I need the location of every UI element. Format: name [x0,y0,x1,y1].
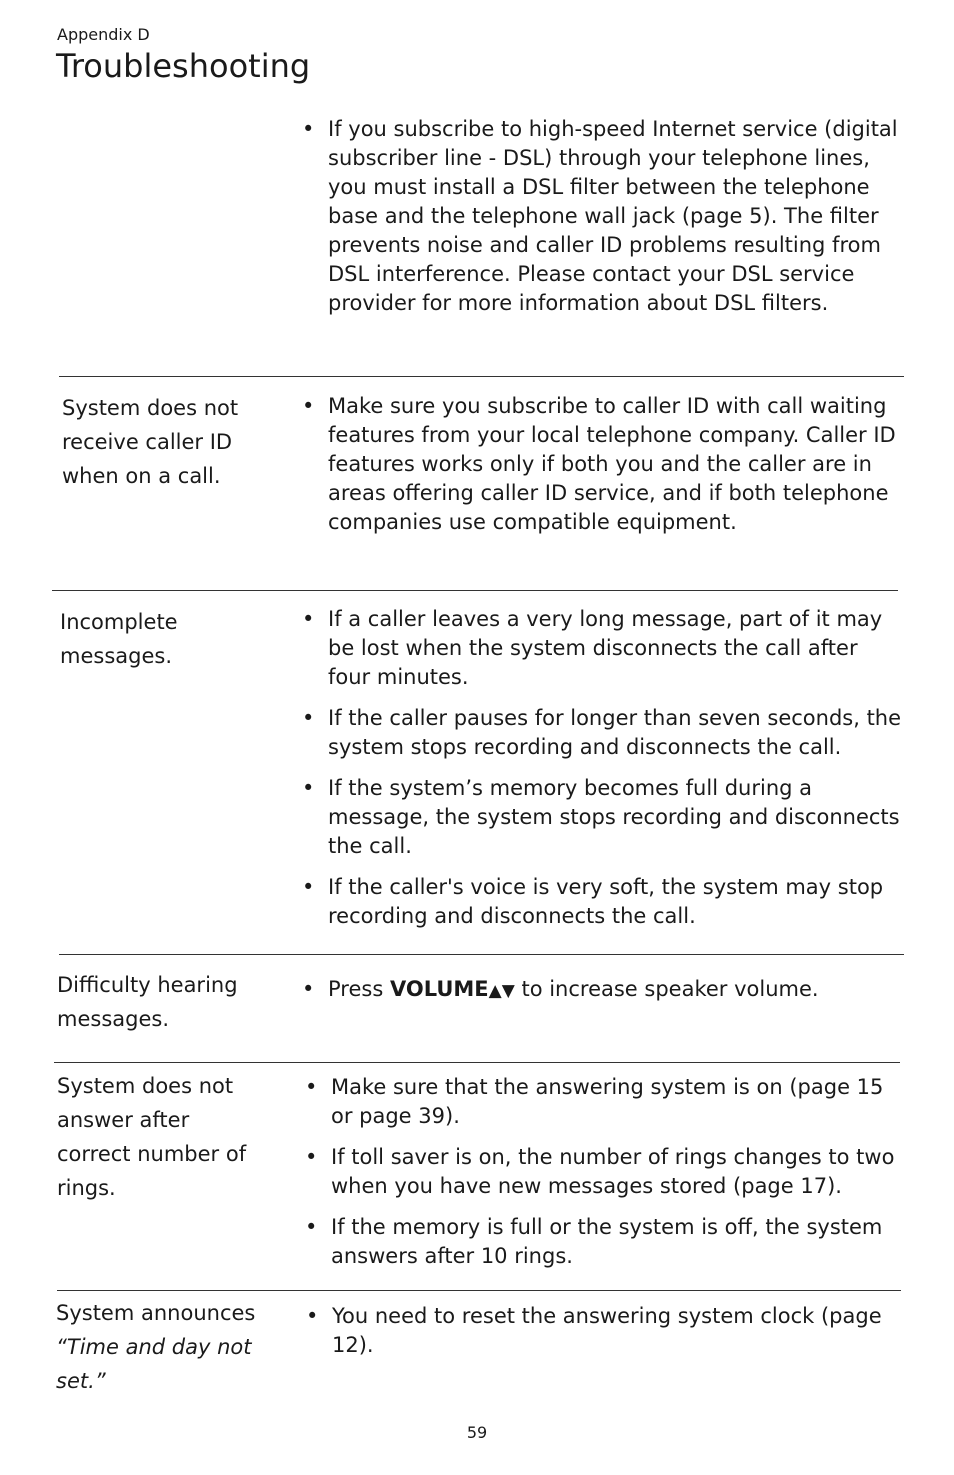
problem-time-day-not-set [56,1296,271,1398]
row-divider [52,590,898,591]
solution-item: • Make sure that the answering system is on (page 15 or page 39). [303,1073,903,1131]
solution-item: • If you subscribe to high-speed Internet service (digital subscriber line - DSL) through your telephone lines, you must install a DSL filter between the telephone base and the telephone wall jack (page 5). The filter prevents noise and caller ID problems resulting from DSL interference. Please contact your DSL service provider for more information about DSL filters. [300,115,900,318]
row-divider [57,1290,901,1291]
page-number: 59 [466,1423,488,1442]
solution-item: • You need to reset the answering system clock (page 12). [304,1302,904,1360]
solution-list [300,115,900,330]
solution-list [304,1302,904,1372]
appendix-label: Appendix D [57,25,150,44]
row-divider [54,1062,900,1063]
solution-item [300,975,900,1006]
row-divider [59,376,904,377]
solution-item: • If the memory is full or the system is off, the system answers after 10 rings. [303,1213,903,1271]
problem-answer-rings: System does not answer after correct number of rings. [57,1074,247,1200]
solution-item: • If the caller's voice is very soft, the system may stop recording and disconnects the call. [300,873,905,931]
problem-difficulty-hearing: Difficulty hearing messages. [57,973,238,1031]
solution-item: • If the system’s memory becomes full during a message, the system stops recording and disconnects the call. [300,774,905,861]
solution-text-suffix: to increase speaker volume. [514,977,819,1001]
solution-item: • If the caller pauses for longer than seven seconds, the system stops recording and disconnects the call. [300,704,905,762]
solution-text-prefix: Press [328,977,390,1001]
solution-item: • If toll saver is on, the number of rings changes to two when you have new messages stored (page 17). [303,1143,903,1201]
page-title: Troubleshooting [56,47,311,85]
solution-list [300,975,900,1018]
problem-caller-id-on-call: System does not receive caller ID when on a call. [62,396,239,488]
volume-key-label: VOLUME [389,977,489,1001]
problem-prefix: System announces [56,1301,256,1325]
solution-item: • If a caller leaves a very long message, part of it may be lost when the system disconnects the call after four minutes. [300,605,905,692]
solution-list [300,392,900,549]
row-divider [59,954,904,955]
solution-list [303,1073,903,1283]
problem-incomplete-messages: Incomplete messages. [60,610,178,668]
solution-list [300,605,905,943]
volume-arrows-icon: ▲▼ [488,981,515,1001]
problem-announcement: “Time and day not set.” [56,1335,252,1393]
solution-item: • Make sure you subscribe to caller ID with call waiting features from your local telephone company. Caller ID features works only if both you and the caller are in areas offering caller ID service, and if both telephone companies use compatible equipment. [300,392,900,537]
